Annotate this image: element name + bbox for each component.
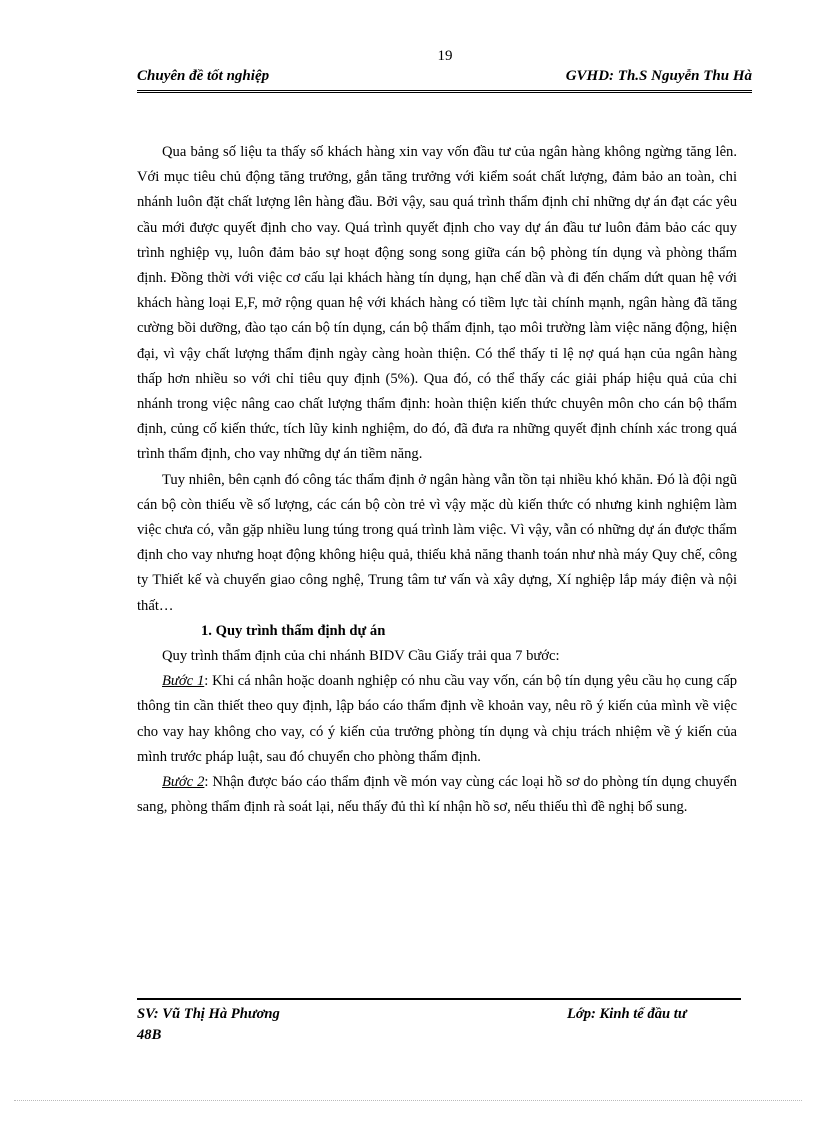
step-2-text: : Nhận được báo cáo thẩm định về món vay cùng các loại hồ sơ do phòng tín dụng chuyển sang, phòng thẩm định rà soát lại, nếu thấy đủ thì kí nhận hồ sơ, nếu thiếu thì đề nghị bổ sung. [137,774,737,816]
footer-class: Lớp: Kinh tế đầu tư [567,1006,687,1022]
header-supervisor: GVHD: Th.S Nguyễn Thu Hà [565,68,752,84]
step-1-text: : Khi cá nhân hoặc doanh nghiệp có nhu cầu vay vốn, cán bộ tín dụng yêu cầu họ cung cấp thông tin cần thiết theo quy định, lập báo cáo thẩm định về khoản vay, nêu rõ ý kiến của mình về việc cho vay hay không cho vay, có ý kiến của trưởng phòng tín dụng và chịu trách nhiệm về ý kiến của mình trước pháp luật, sau đó chuyển cho phòng thẩm định. [137,673,738,765]
paragraph-process-intro: Quy trình thẩm định của chi nhánh BIDV Cầu Giấy trải qua 7 bước: [162,648,560,665]
paragraph-step-2 [137,770,737,820]
paragraph-difficulties: Tuy nhiên, bên cạnh đó công tác thẩm định ở ngân hàng vẫn tồn tại nhiều khó khăn. Đó là đội ngũ cán bộ còn thiếu về số lượng, các cán bộ còn trẻ vì vậy mặc dù kiến thức có nhưng kinh nghiệm làm việc chưa có, vẫn gặp nhiều lung túng trong quá trình làm việc. Vì vậy, vẫn có những dự án được thẩm định cho vay nhưng hoạt động không hiệu quả, thiếu khả năng thanh toán như nhà máy Quy chế, công ty Thiết kế và chuyển giao công nghệ, Trung tâm tư vấn và xây dựng, Xí nghiệp lắp máy điện và nội thất… [137,471,737,614]
paragraph-assessment-results: Qua bảng số liệu ta thấy số khách hàng xin vay vốn đầu tư của ngân hàng không ngừng tăng lên. Với mục tiêu chủ động tăng trưởng, gắn tăng trưởng với kiểm soát chất lượng, đảm bảo an toàn, chi nhánh luôn đặt chất lượng lên hàng đầu. Bởi vậy, sau quá trình thẩm định chỉ những dự án đạt các yêu cầu mới được quyết định cho vay. Quá trình quyết định cho vay dự án đầu tư luôn đảm bảo các quy trình nghiệp vụ, luôn đảm bảo sự hoạt động song song giữa cán bộ phòng tín dụng và phòng thẩm định. Đồng thời với việc cơ cấu lại khách hàng tín dụng, hạn chế dần và đi đến chấm dứt quan hệ với khách hàng loại E,F, mở rộng quan hệ với khách hàng có tiềm lực tài chính mạnh, ngân hàng đã tăng cường bồi dưỡng, đào tạo cán bộ tín dụng, cán bộ thẩm định, tạo môi trường làm việc năng động, hiện đại, vì vậy chất lượng thẩm định ngày càng hoàn thiện. Có thể thấy tỉ lệ nợ quá hạn của ngân hàng thấp hơn nhiều so với chỉ tiêu quy định (5%). Qua đó, có thể thấy các giải pháp hiệu quả của chi nhánh trong việc nâng cao chất lượng thẩm định: hoàn thiện kiến thức chuyên môn cho cán bộ thẩm định, củng cố kiến thức, tích lũy kinh nghiệm, do đó, đã đưa ra những quyết định chính xác trong quá trình thẩm định, cho vay những dự án tiềm năng. [137,144,737,463]
footer-student-class-code: 48B [137,1027,162,1043]
step-1-label: Bước 1 [162,673,205,690]
paragraph-step-1 [137,669,737,770]
document-body [137,140,737,820]
page-number: 19 [437,48,453,64]
section-heading: 1. Quy trình thẩm định dự án [201,622,386,639]
step-2-label: Bước 2 [162,774,205,791]
page-edge-divider [14,1100,802,1101]
page-header [137,68,752,93]
header-document-type: Chuyên đề tốt nghiệp [137,68,270,84]
footer-student-name: SV: Vũ Thị Hà Phương [137,1006,280,1022]
page-footer [137,998,741,1043]
footer-student [137,1004,280,1046]
